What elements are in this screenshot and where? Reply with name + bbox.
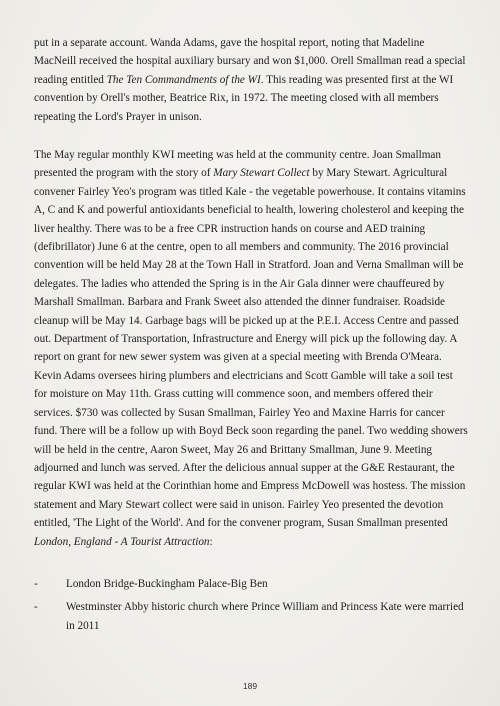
- list-item-text: London Bridge-Buckingham Palace-Big Ben: [66, 578, 268, 590]
- paragraph-2-text-a: The May regular monthly KWI meeting was held at the community centre. Joan Smallman presented the program with the story of: [34, 149, 441, 180]
- paragraph-1-reading-title: The Ten Commandments of the WI: [106, 73, 261, 86]
- list-bullet: -: [34, 601, 38, 614]
- list-item: [34, 598, 468, 635]
- list-item-text: Westminster Abby historic church where Prince William and Princess Kate were married in 2011: [66, 601, 464, 632]
- paragraph-2-collect-title: Mary Stewart Collect: [213, 167, 310, 180]
- program-list: [34, 575, 468, 640]
- paragraph-1: [34, 34, 468, 126]
- page-number: 189: [242, 681, 258, 691]
- paragraph-2-program-title: London, England - A Tourist Attraction: [34, 535, 210, 548]
- paragraph-1-text-a: put in a separate account. Wanda Adams, gave the hospital report, noting that Madeline MacNeill received the hospital auxiliary bursary and won $1,000. Orell Smallman read a special reading entitled: [34, 37, 466, 86]
- paragraph-2-text-c: :: [209, 535, 213, 548]
- paragraph-2-text-b: by Mary Stewart. Agricultural convener Fairley Yeo's program was titled Kale - the vegetable powerhouse. It contains vitamins A, C and K and powerful antioxidants beneficial to health, lowering cholesterol and keeping the liver healthy. There was to be a free CPR instruction hands on course and AED training (defibrillator) June 6 at the centre, open to all members and community. The 2016 provincial convention will be held May 28 at the Town Hall in Stratford. Joan and Verna Smallman will be delegates. The ladies who attended the Spring is in the Air Gala dinner were chauffeured by Marshall Smallman. Barbara and Frank Sweet also attended the dinner fundraiser. Roadside cleanup will be May 14. Garbage bags will be picked up at the P.E.I. Access Centre and passed out. Department of Transportation, Infrastructure and Energy will pick up the following day. A report on grant for new sewer system was given at a special meeting with Brenda O'Meara. Kevin Adams oversees hiring plumbers and electricians and Scott Gamble will take a soil test for moisture on May 11th. Grass cutting will commence soon, and members offered their services. $730 was collected by Susan Smallman, Fairley Yeo and Maxine Harris for cancer fund. There will be a follow up with Boyd Beck soon regarding the panel. Two wedding showers will be held in the centre, Aaron Sweet, May 26 and Brittany Smallman, June 9. Meeting adjourned and lunch was served. After the delicious annual supper at the G&E Restaurant, the regular KWI was held at the Corinthian home and Empress McDowell was hostess. The mission statement and Mary Stewart collect were said in unison. Fairley Yeo presented the devotion entitled, 'The Light of the World'. And for the convener program, Susan Smallman presented: [34, 167, 468, 530]
- paragraph-2: [34, 146, 468, 551]
- paragraph-1-text-b: . This reading was presented first at the WI convention by Orell's mother, Beatrice Rix, in 1972. The meeting closed with all members repeating the Lord's Prayer in unison.: [34, 73, 454, 123]
- list-bullet: -: [34, 578, 38, 590]
- list-item: [34, 575, 468, 593]
